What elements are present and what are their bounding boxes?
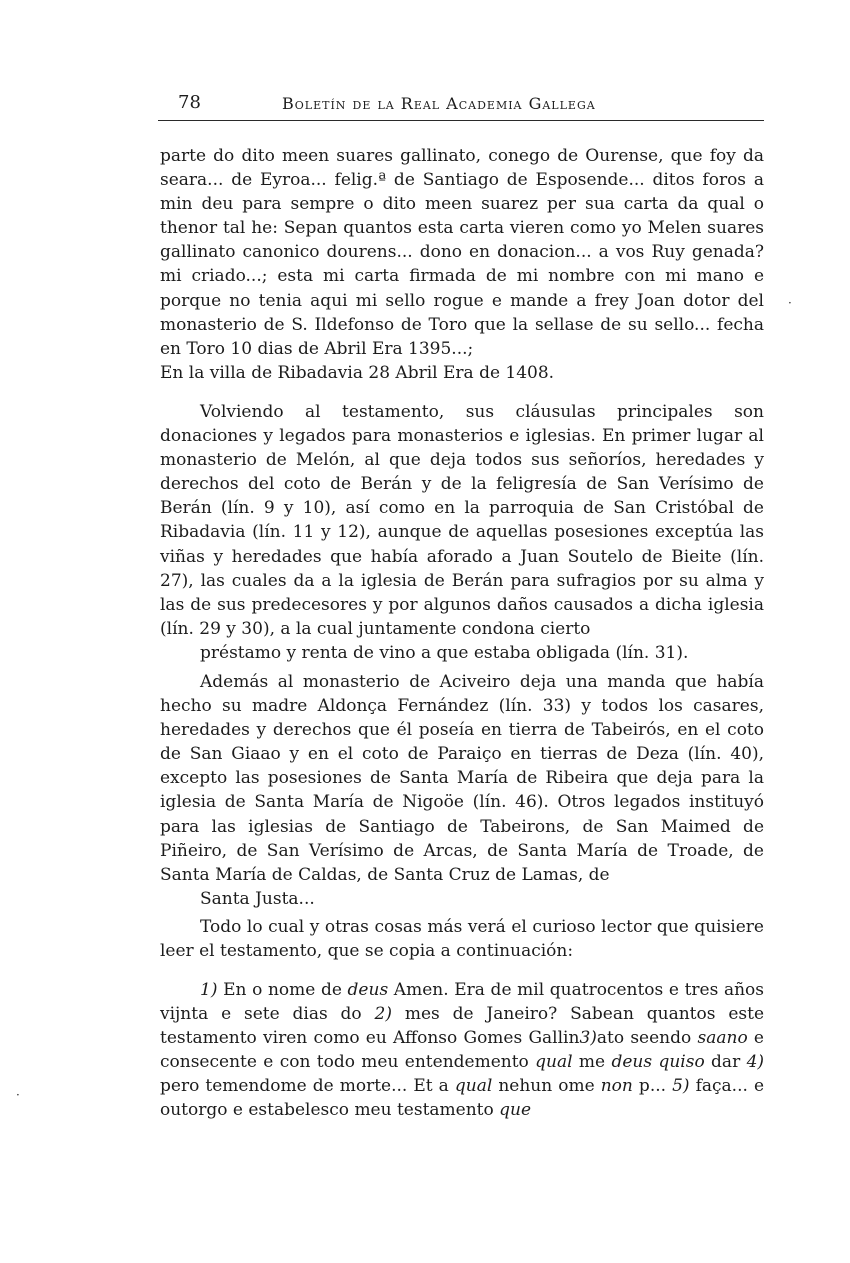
paragraph-1 (160, 144, 764, 385)
text-run: nehun ome (492, 1076, 601, 1097)
italic-word: saano (697, 1028, 748, 1049)
text-run: Amen. Era de mil quatrocentos e tres años vijnta e sete dias do (160, 980, 765, 1025)
page-number: 78 (178, 92, 201, 113)
italic-word: que (499, 1100, 532, 1121)
text-run: e consecente e con todo meu entendemento (160, 1028, 764, 1073)
footnote-mark: 3) (579, 1028, 597, 1049)
italic-word: qual (535, 1052, 573, 1073)
margin-speck: · (788, 296, 792, 310)
paragraph-2 (160, 400, 764, 665)
text-run: mes de Janeiro? Sabean quantos este testamento viren como eu Affonso Gomes Gallin (160, 1004, 765, 1049)
testament-transcription (160, 978, 764, 1123)
paragraph-1-dateline: En la villa de Ribadavia 28 Abril Era de 1408. (160, 362, 555, 383)
text-run: En o nome de (217, 980, 348, 1000)
footnote-mark: 1) (200, 980, 218, 1000)
italic-word: deus (347, 980, 389, 1000)
italic-word: quiso (658, 1052, 705, 1073)
text-run: faça... e outorgo e estabelesco meu testamento (160, 1076, 765, 1121)
footnote-mark: 4) (746, 1052, 765, 1073)
text-run: dar (704, 1052, 747, 1073)
italic-word: qual (454, 1076, 493, 1097)
margin-speck: · (16, 1088, 20, 1102)
paragraph-3 (160, 670, 764, 911)
text-run: p... (632, 1076, 673, 1097)
paragraph-3-body: Además al monasterio de Aciveiro deja una manda que había hecho su madre Aldonça Fernández (lín. 33) y todos los casares, heredades y derechos que él poseía en tierra de Tabeirós, en el coto de San Giaao y en el coto de Paraiço en tierras de Deza (lín. 40), excepto las posesiones de Santa María de Ribeira que deja para la iglesia de Santa María de Nigoöe (lín. 46). Otros legados instituyó para las iglesias de Santiago de Tabeirons, de San Maimed de Piñeiro, de San Verísimo de Arcas, de Santa María de Troade, de Santa María de Caldas, de Santa Cruz de Lamas, de (160, 672, 764, 885)
paragraph-1-body: parte do dito meen suares gallinato, conego de Ourense, que foy da seara... de Eyroa... felig.ª de Santiago de Esposende... ditos foros a min deu para sempre o dito meen suarez per sua carta da qual o thenor tal he: Sepan quantos esta carta vieren como yo Melen suares gallinato canonico dourens... dono en donacion... a vos Ruy genada? mi criado...; esta mi carta firmada de mi nombre con mi mano e porque no tenia aqui mi sello rogue e mande a frey Joan dotor del monasterio de S. Ildefonso de Toro que la sellase de su sello... fecha en Toro 10 dias de Abril Era 1395...; (160, 146, 764, 359)
italic-word: non (600, 1076, 633, 1097)
running-title: Boletín de la Real Academia Gallega (282, 94, 596, 113)
footnote-mark: 2) (374, 1004, 392, 1025)
text-run: ato seendo (596, 1028, 698, 1049)
footnote-mark: 5) (672, 1076, 690, 1097)
paragraph-4: Todo lo cual y otras cosas más verá el curioso lector que quisiere leer el testamento, que se copia a continuación: (160, 917, 764, 962)
paragraph-2-body: Volviendo al testamento, sus cláusulas principales son donaciones y legados para monasterios e iglesias. En primer lugar al monasterio de Melón, al que deja todos sus señoríos, heredades y derechos del coto de Berán y de la feligresía de San Verísimo de Berán (lín. 9 y 10), así como en la parroquia de San Cristóbal de Ribadavia (lín. 11 y 12), aunque de aquellas posesiones exceptúa las viñas y heredades que había aforado a Juan Soutelo de Bieite (lín. 27), las cuales da a la iglesia de Berán para sufragios por su alma y las de sus predecesores y por algunos daños causados a dicha iglesia (lín. 29 y 30), a la cual juntamente condona cierto (160, 402, 764, 639)
italic-word: deus (611, 1052, 653, 1073)
text-run: pero temendome de morte... Et a (160, 1076, 455, 1097)
page-header (158, 90, 764, 121)
text-run: me (572, 1052, 612, 1073)
paragraph-2-last-line: préstamo y renta de vino a que estaba obligada (lín. 31). (200, 642, 689, 663)
paragraph-3-last-line: Santa Justa... (200, 888, 315, 909)
